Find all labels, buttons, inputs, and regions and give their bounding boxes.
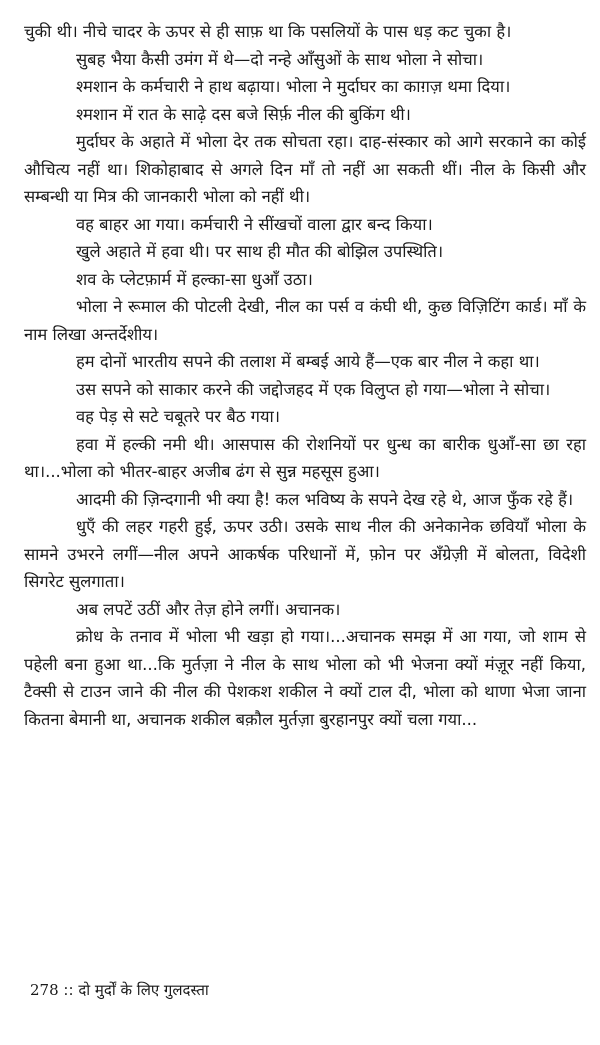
body-text	[24, 18, 586, 733]
paragraph: वह बाहर आ गया। कर्मचारी ने सींखचों वाला द्वार बन्द किया।	[76, 214, 433, 234]
paragraph: वह पेड़ से सटे चबूतरे पर बैठ गया।	[76, 407, 281, 426]
paragraph: चुकी थी। नीचे चादर के ऊपर से ही साफ़ था कि पसलियों के पास धड़ कट चुका है।	[24, 22, 512, 41]
paragraph: धुएँ की लहर गहरी हुई, ऊपर उठी। उसके साथ नील की अनेकानेक छवियाँ भोला के सामने उभरने लगीं—नील अपने आकर्षक परिधानों में, फ़ोन पर अँग्रेज़ी में बोलता, विदेशी सिगरेट सुलगाता।	[24, 517, 586, 591]
paragraph: खुले अहाते में हवा थी। पर साथ ही मौत की बोझिल उपस्थिति।	[76, 242, 444, 261]
page-number: 278	[30, 981, 59, 999]
paragraph: क्रोध के तनाव में भोला भी खड़ा हो गया।...अचानक समझ में आ गया, जो शाम से पहेली बना हुआ था...कि मुर्तज़ा ने नील के साथ भोला को भी भेजना क्यों मंज़ूर नहीं किया, टैक्सी से टाउन जाने की नील की पेशकश शकील ने क्यों टाल दी, भोला को थाणा भेजा जाना कितना बेमानी था, अचानक शकील बक़ौल मुर्तज़ा बुरहानपुर क्यों चला गया...	[24, 627, 586, 729]
paragraph: सुबह भैया कैसी उमंग में थे—दो नन्हे आँसुओं के साथ भोला ने सोचा।	[76, 49, 484, 69]
footer-separator: ::	[63, 981, 74, 999]
paragraph: अब लपटें उठीं और तेज़ होने लगीं। अचानक।	[76, 599, 341, 619]
paragraph: श्मशान में रात के साढ़े दस बजे सिर्फ़ नील की बुकिंग थी।	[76, 104, 411, 124]
book-title: दो मुर्दों के लिए गुलदस्ता	[78, 981, 209, 999]
paragraph: मुर्दाघर के अहाते में भोला देर तक सोचता रहा। दाह-संस्कार को आगे सरकाने का कोई औचित्य नहीं था। शिकोहाबाद से अगले दिन माँ तो नहीं आ सकती थीं। नील के किसी और सम्बन्धी या मित्र की जानकारी भोला को नहीं थी।	[24, 132, 586, 206]
paragraph: हवा में हल्की नमी थी। आसपास की रोशनियों पर धुन्ध का बारीक धुआँ-सा छा रहा था।...भोला को भीतर-बाहर अजीब ढंग से सुन्न महसूस हुआ।	[24, 434, 586, 481]
page-footer	[30, 980, 209, 1000]
paragraph: आदमी की ज़िन्दगानी भी क्या है! कल भविष्य के सपने देख रहे थे, आज फुँक रहे हैं।	[76, 489, 574, 509]
paragraph: हम दोनों भारतीय सपने की तलाश में बम्बई आये हैं—एक बार नील ने कहा था।	[76, 352, 540, 371]
paragraph: भोला ने रूमाल की पोटली देखी, नील का पर्स व कंघी थी, कुछ विज़िटिंग कार्ड। माँ के नाम लिखा अन्तर्देशीय।	[24, 297, 586, 344]
paragraph: उस सपने को साकार करने की जद्दोजहद में एक विलुप्त हो गया—भोला ने सोचा।	[76, 379, 551, 399]
paragraph: शव के प्लेटफ़ार्म में हल्का-सा धुआँ उठा।	[76, 269, 313, 289]
paragraph: श्मशान के कर्मचारी ने हाथ बढ़ाया। भोला ने मुर्दाघर का काग़ज़ थमा दिया।	[76, 77, 511, 96]
